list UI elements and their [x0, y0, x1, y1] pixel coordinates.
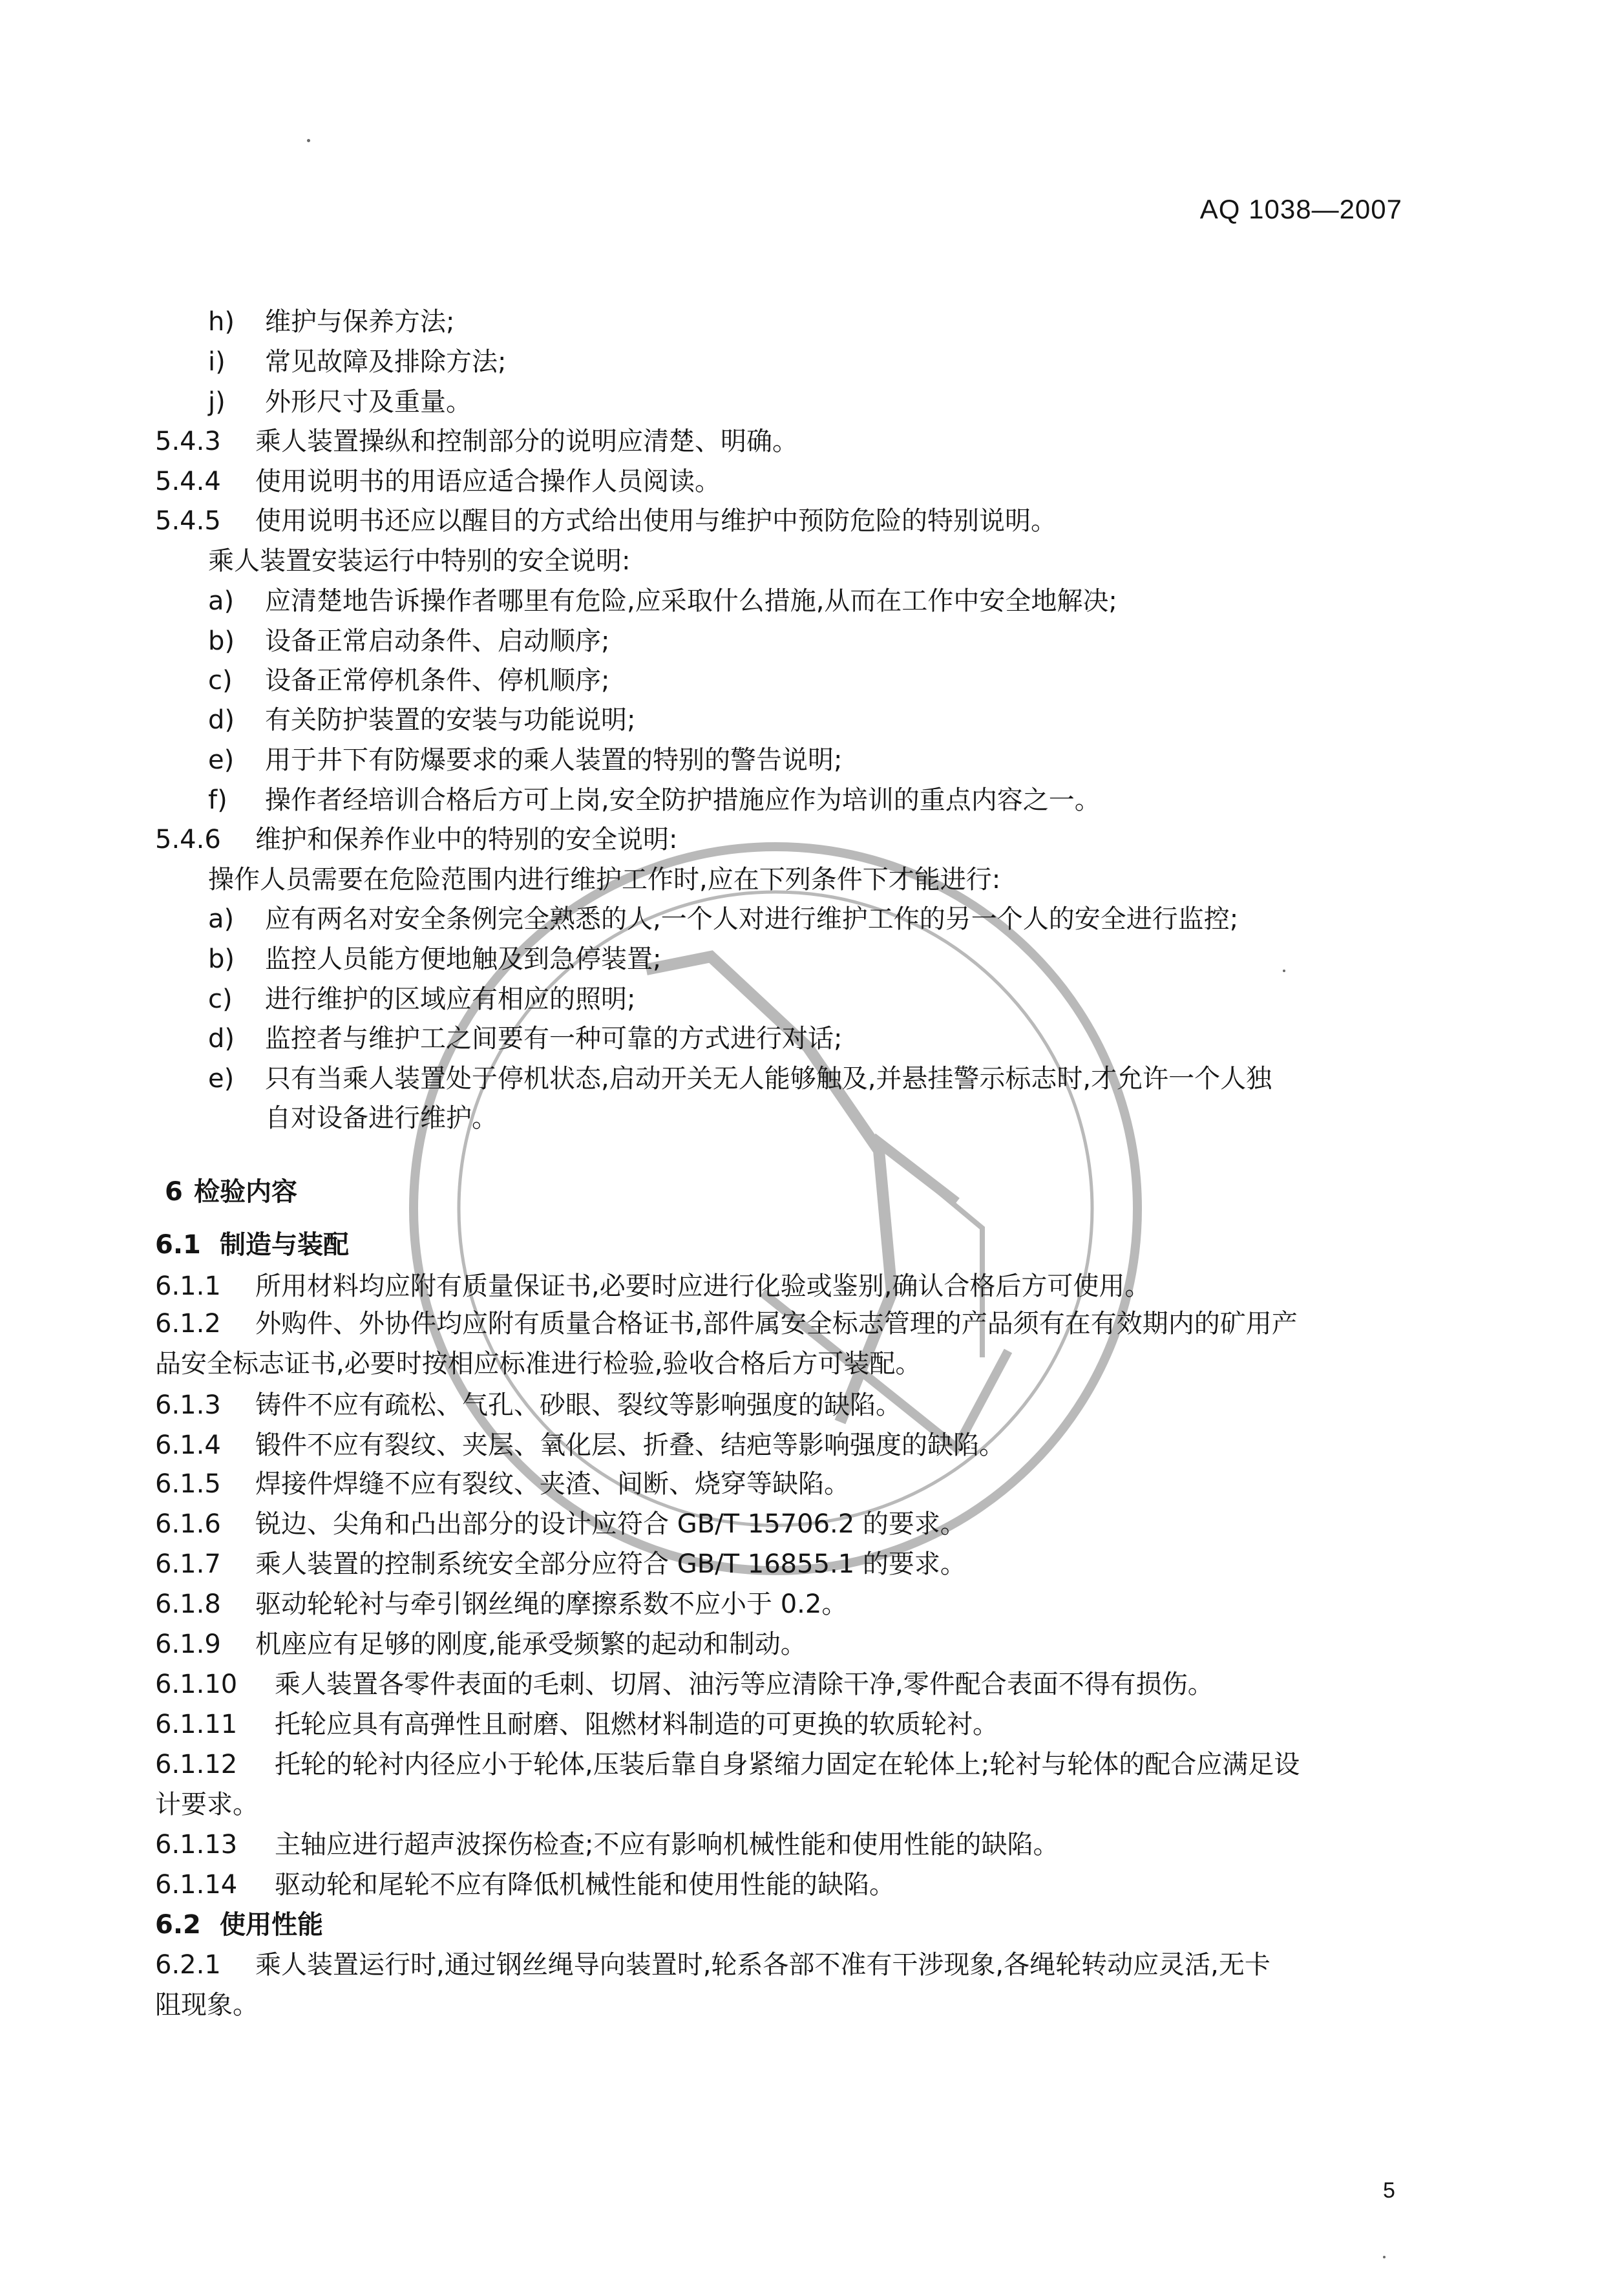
clause-text: 乘人装置安装运行中特别的安全说明:	[208, 546, 631, 576]
clause-text: 设备正常停机条件、停机顺序;	[265, 666, 610, 695]
clause-number: 6.2	[155, 1910, 201, 1940]
clause-text: 使用性能	[220, 1910, 323, 1940]
clause-number: 6.2.1	[155, 1950, 221, 1980]
clause-number: 6.1.9	[155, 1629, 221, 1659]
clause-number: 6.1.10	[155, 1670, 238, 1699]
clause-number: f)	[208, 785, 227, 815]
clause-text: 应清楚地告诉操作者哪里有危险,应采取什么措施,从而在工作中安全地解决;	[265, 586, 1117, 616]
clause-text: 机座应有足够的刚度,能承受频繁的起动和制动。	[255, 1629, 807, 1659]
clause-text: 检验内容	[194, 1177, 297, 1207]
clause-number: a)	[208, 904, 235, 934]
clause-number: 6.1.12	[155, 1750, 238, 1779]
clause-text: 铸件不应有疏松、气孔、砂眼、裂纹等影响强度的缺陷。	[255, 1390, 902, 1420]
clause-text: 驱动轮和尾轮不应有降低机械性能和使用性能的缺陷。	[275, 1870, 895, 1900]
clause-number: 6.1	[155, 1230, 201, 1260]
clause-text: 使用说明书的用语应适合操作人员阅读。	[255, 467, 721, 496]
clause-number: b)	[208, 944, 235, 974]
clause-text: 主轴应进行超声波探伤检查;不应有影响机械性能和使用性能的缺陷。	[275, 1830, 1059, 1860]
clause-text: 锻件不应有裂纹、夹层、氧化层、折叠、结疤等影响强度的缺陷。	[255, 1430, 1005, 1460]
clause-text: 驱动轮轮衬与牵引钢丝绳的摩擦系数不应小于 0.2。	[255, 1589, 848, 1619]
clause-text: 托轮应具有高弹性且耐磨、阻燃材料制造的可更换的软质轮衬。	[275, 1710, 998, 1739]
clause-text: 自对设备进行维护。	[265, 1103, 498, 1133]
clause-number: d)	[208, 1024, 235, 1054]
clause-number: 5.4.4	[155, 467, 221, 496]
clause-number: d)	[208, 705, 235, 735]
clause-text: 用于井下有防爆要求的乘人装置的特别的警告说明;	[265, 745, 843, 775]
clause-text: 操作人员需要在危险范围内进行维护工作时,应在下列条件下才能进行:	[208, 865, 1001, 895]
clause-text: 操作者经培训合格后方可上岗,安全防护措施应作为培训的重点内容之一。	[265, 785, 1101, 815]
clause-text: 乘人装置操纵和控制部分的说明应清楚、明确。	[255, 427, 798, 456]
clause-number: a)	[208, 586, 235, 616]
clause-number: 6.1.1	[155, 1271, 221, 1301]
clause-text: 应有两名对安全条例完全熟悉的人,一个人对进行维护工作的另一个人的安全进行监控;	[265, 904, 1239, 934]
clause-text: 乘人装置各零件表面的毛刺、切屑、油污等应清除干净,零件配合表面不得有损伤。	[275, 1670, 1214, 1699]
clause-text: 使用说明书还应以醒目的方式给出使用与维护中预防危险的特别说明。	[255, 506, 1057, 536]
clause-number: 6	[165, 1177, 183, 1207]
standard-number: AQ 1038—2007	[1199, 194, 1402, 224]
clause-text: 只有当乘人装置处于停机状态,启动开关无人能够触及,并悬挂警示标志时,才允许一个人独	[265, 1064, 1272, 1094]
clause-text: 监控人员能方便地触及到急停装置;	[265, 944, 662, 974]
clause-number: 6.1.5	[155, 1469, 221, 1499]
clause-number: e)	[208, 1064, 235, 1094]
clause-number: e)	[208, 745, 235, 775]
clause-text: 进行维护的区域应有相应的照明;	[265, 984, 636, 1014]
clause-text: 维护和保养作业中的特别的安全说明:	[255, 825, 678, 854]
clause-text: 常见故障及排除方法;	[265, 347, 507, 377]
clause-number: 6.1.7	[155, 1549, 221, 1579]
clause-number: h)	[208, 307, 235, 337]
clause-number: 5.4.6	[155, 825, 221, 854]
clause-number: 5.4.5	[155, 506, 221, 536]
clause-text: 计要求。	[155, 1790, 258, 1819]
clause-text: 设备正常启动条件、启动顺序;	[265, 626, 610, 656]
clause-number: 6.1.4	[155, 1430, 221, 1460]
clause-text: 品安全标志证书,必要时按相应标准进行检验,验收合格后方可装配。	[155, 1349, 922, 1379]
clause-text: 托轮的轮衬内径应小于轮体,压装后靠自身紧缩力固定在轮体上;轮衬与轮体的配合应满足设	[275, 1750, 1300, 1779]
clause-text: 制造与装配	[220, 1230, 349, 1260]
clause-text: 维护与保养方法;	[265, 307, 455, 337]
clause-text: 锐边、尖角和凸出部分的设计应符合 GB/T 15706.2 的要求。	[255, 1509, 966, 1539]
clause-number: b)	[208, 626, 235, 656]
clause-number: 6.1.14	[155, 1870, 238, 1900]
clause-number: i)	[208, 347, 226, 377]
clause-text: 焊接件焊缝不应有裂纹、夹渣、间断、烧穿等缺陷。	[255, 1469, 850, 1499]
clause-text: 有关防护装置的安装与功能说明;	[265, 705, 636, 735]
clause-number: 6.1.6	[155, 1509, 221, 1539]
clause-text: 乘人装置的控制系统安全部分应符合 GB/T 16855.1 的要求。	[255, 1549, 966, 1579]
clause-number: 6.1.11	[155, 1710, 238, 1739]
clause-number: j)	[208, 387, 226, 417]
clause-number: c)	[208, 984, 233, 1014]
clause-text: 外形尺寸及重量。	[265, 387, 472, 417]
clause-number: 6.1.2	[155, 1309, 221, 1339]
clause-number: 6.1.13	[155, 1830, 238, 1860]
clause-number: c)	[208, 666, 233, 695]
clause-number: 6.1.3	[155, 1390, 221, 1420]
page-number: 5	[1383, 2178, 1395, 2203]
clause-text: 所用材料均应附有质量保证书,必要时应进行化验或鉴别,确认合格后方可使用。	[255, 1271, 1151, 1301]
clause-text: 外购件、外协件均应附有质量合格证书,部件属安全标志管理的产品须有在有效期内的矿用产	[255, 1309, 1298, 1339]
clause-number: 5.4.3	[155, 427, 221, 456]
clause-text: 阻现象。	[155, 1990, 258, 2020]
clause-text: 监控者与维护工之间要有一种可靠的方式进行对话;	[265, 1024, 843, 1054]
clause-text: 乘人装置运行时,通过钢丝绳导向装置时,轮系各部不准有干涉现象,各绳轮转动应灵活,无卡	[255, 1950, 1271, 1980]
clause-number: 6.1.8	[155, 1589, 221, 1619]
